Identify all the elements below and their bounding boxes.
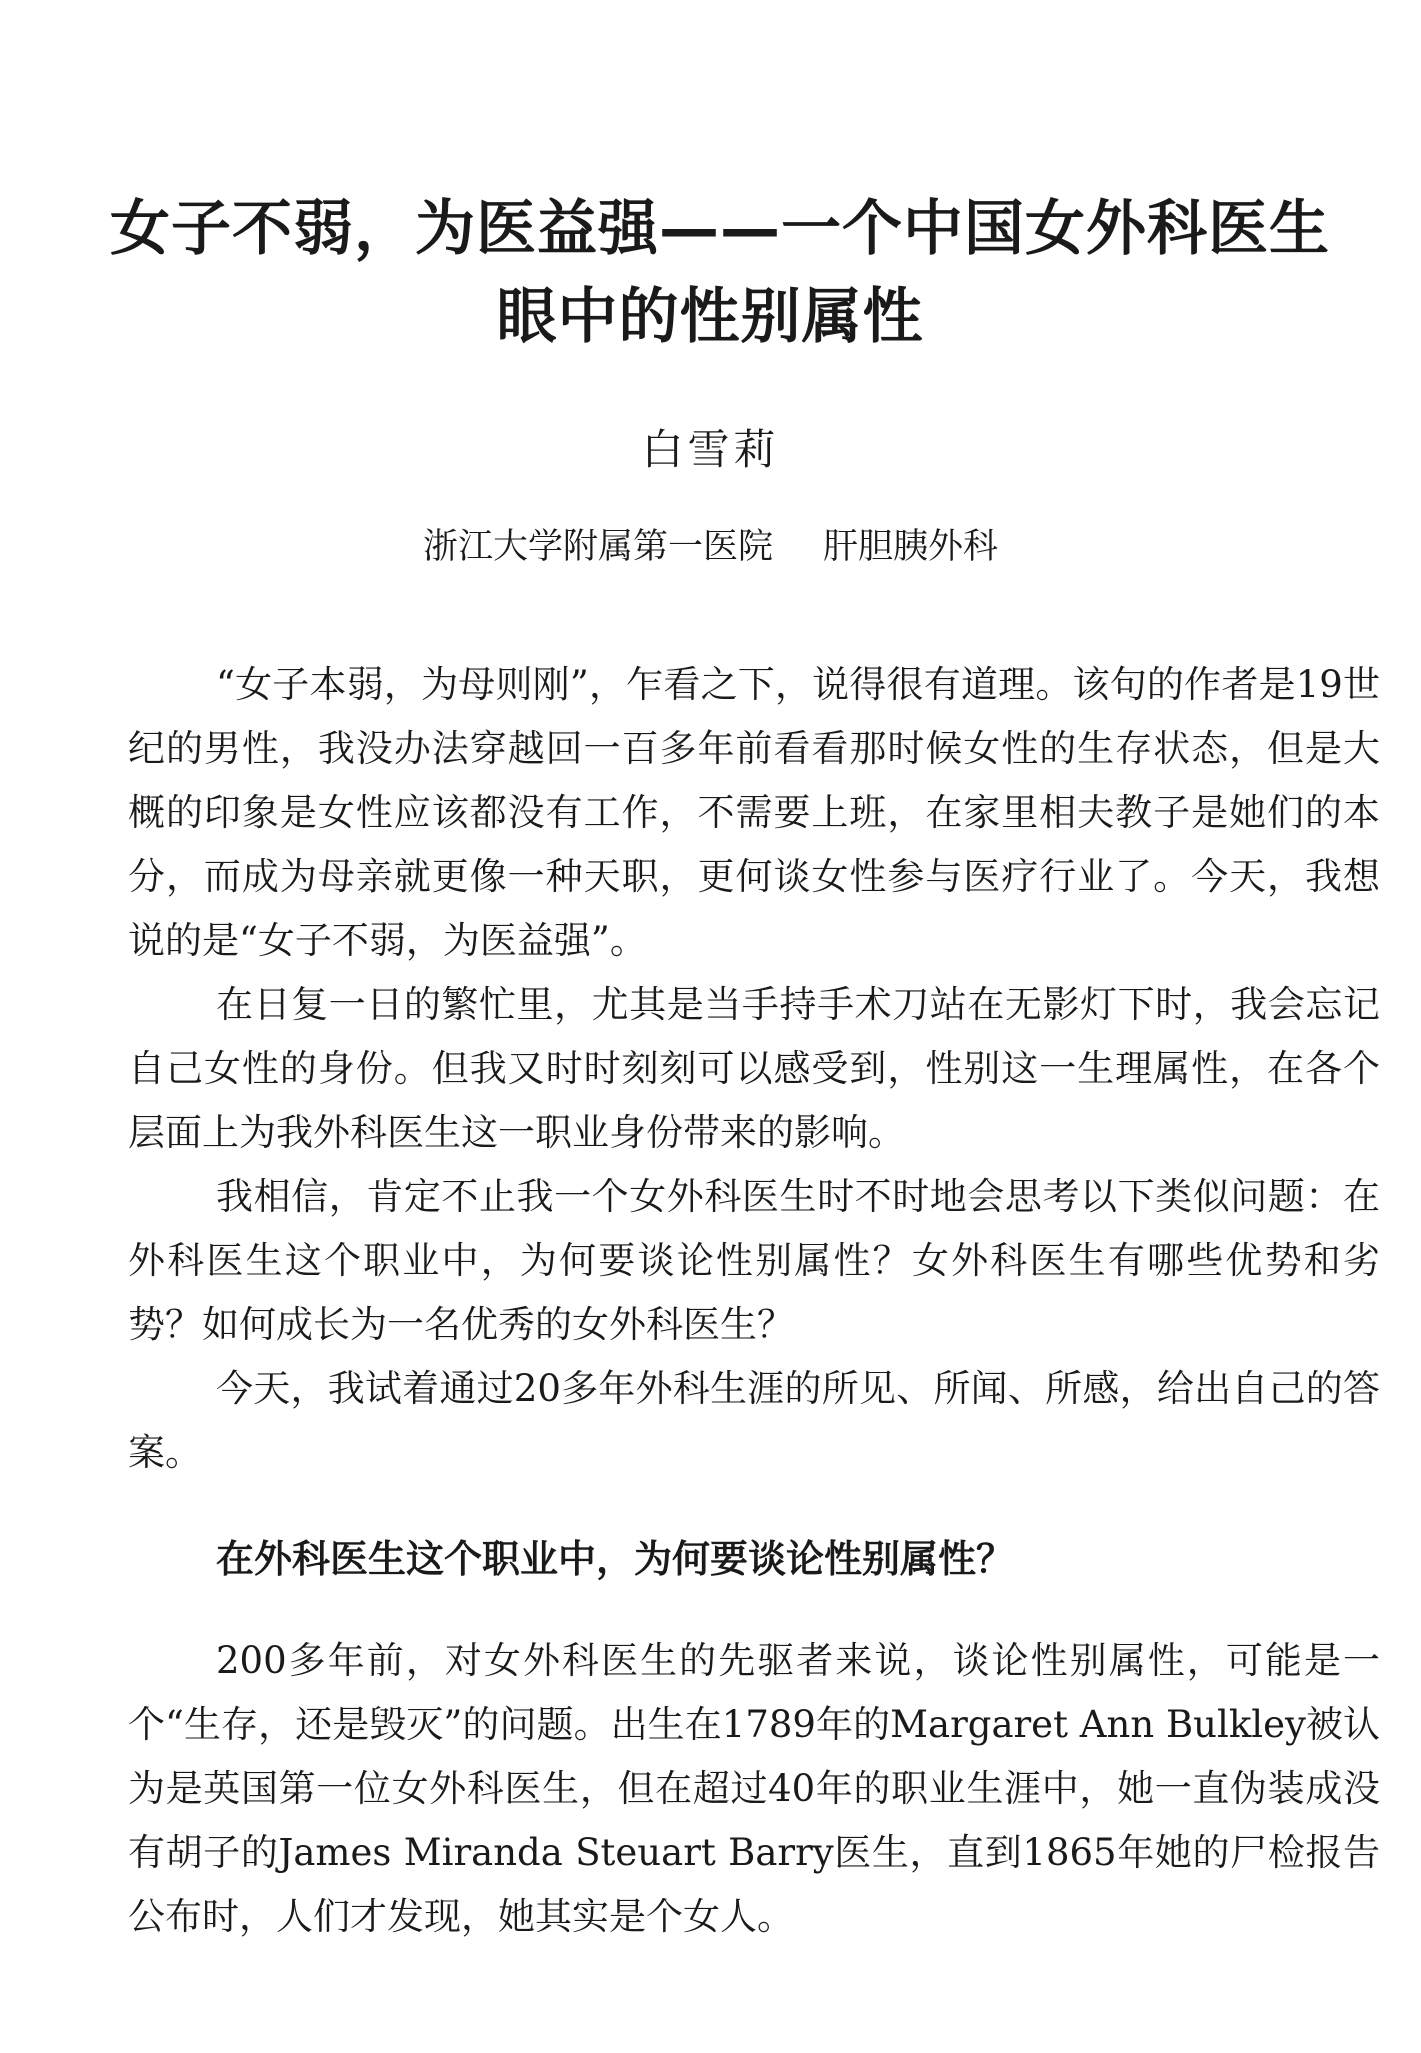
author-affiliation bbox=[0, 522, 1421, 572]
article-title bbox=[110, 185, 1330, 361]
affiliation-institution: 浙江大学附属第一医院 bbox=[422, 527, 773, 567]
body-paragraph: 我相信，肯定不止我一个女外科医生时不时地会思考以下类似问题：在外科医生这个职业中，为何要谈论性别属性？女外科医生有哪些优势和劣势？如何成长为一名优秀的女外科医生？ bbox=[128, 1175, 1380, 1346]
body-paragraph: “女子本弱，为母则刚”，乍看之下，说得很有道理。该句的作者是19世纪的男性，我没办法穿越回一百多年前看看那时候女性的生存状态，但是大概的印象是女性应该都没有工作，不需要上班，在家里相夫教子是她们的本分，而成为母亲就更像一种天职，更何谈女性参与医疗行业了。今天，我想说的是“女子不弱，为医益强”。 bbox=[128, 663, 1380, 962]
section-paragraph: 200多年前，对女外科医生的先驱者来说，谈论性别属性，可能是一个“生存，还是毁灭”的问题。出生在1789年的Margaret Ann Bulkley被认为是英国第一位女外科医生，但在超过40年的职业生涯中，她一直伪装成没有胡子的James Miranda Steuart Barry医生，直到1865年她的尸检报告公布时，人们才发现，她其实是个女人。 bbox=[128, 1639, 1380, 1938]
title-line-1: 女子不弱，为医益强——一个中国女外科医生 bbox=[110, 194, 1330, 264]
body-paragraph: 今天，我试着通过20多年外科生涯的所见、所闻、所感，给出自己的答案。 bbox=[128, 1367, 1380, 1474]
article-body bbox=[128, 653, 1380, 1949]
affiliation-department: 肝胆胰外科 bbox=[823, 527, 999, 567]
author-name: 白雪莉 bbox=[641, 425, 780, 474]
title-line-2: 眼中的性别属性 bbox=[496, 282, 924, 352]
body-paragraph: 在日复一日的繁忙里，尤其是当手持手术刀站在无影灯下时，我会忘记自己女性的身份。但我又时时刻刻可以感受到，性别这一生理属性，在各个层面上为我外科医生这一职业身份带来的影响。 bbox=[128, 983, 1380, 1154]
section-heading: 在外科医生这个职业中，为何要谈论性别属性？ bbox=[216, 1537, 1015, 1581]
